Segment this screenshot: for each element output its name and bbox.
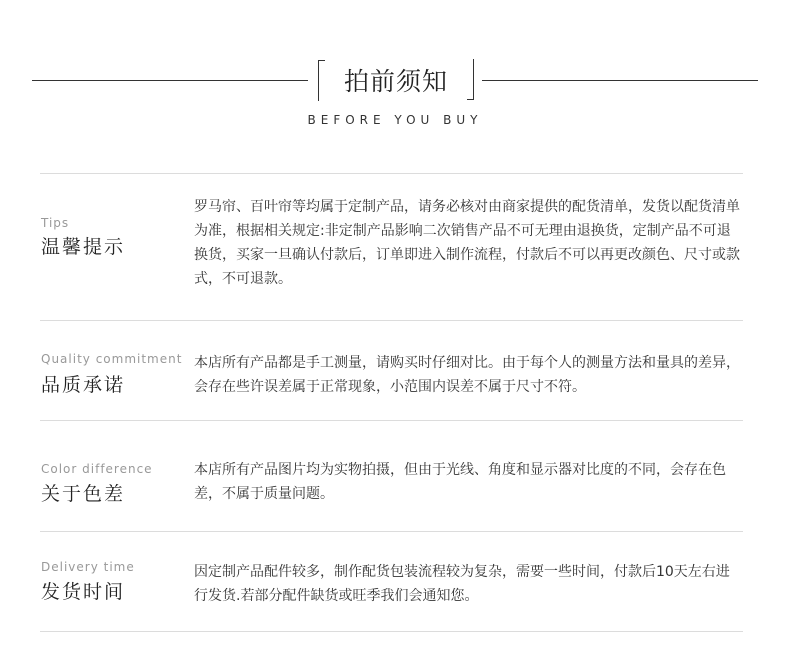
section-label-cn: 品质承诺 [41,374,126,396]
header-rule-right [482,80,758,81]
section-label-en: Quality commitment [41,352,183,366]
section-body: 本店所有产品都是手工测量，请购买时仔细对比。由于每个人的测量方法和量具的差异，会存在些许误差属于正常现象，小范围内误差不属于尺寸不符。 [194,355,740,395]
section-label-cn: 温馨提示 [41,236,126,258]
header-rule-left [32,80,308,81]
section-divider [40,631,743,632]
section-label-en: Delivery time [41,560,135,574]
section-divider [40,420,743,421]
section-label-cn: 发货时间 [41,581,126,603]
section-body: 本店所有产品图片均为实物拍摄，但由于光线、角度和显示器对比度的不同，会存在色差，不属于质量问题。 [194,462,726,502]
section-divider [40,531,743,532]
section-label-cn: 关于色差 [41,483,126,505]
title-frame [318,60,474,100]
section-body: 罗马帘、百叶帘等均属于定制产品，请务必核对由商家提供的配货清单，发货以配货清单为准，根据相关规定:非定制产品影响二次销售产品不可无理由退换货，定制产品不可退换货，买家一旦确认付款后，订单即进入制作流程，付款后不可以再更改颜色、尺寸或款式，不可退款。 [194,199,740,287]
section-label-en: Tips [41,216,70,230]
section-divider [40,320,743,321]
section-body: 因定制产品配件较多，制作配货包装流程较为复杂，需要一些时间，付款后10天左右进行发货.若部分配件缺货或旺季我们会通知您。 [194,564,730,604]
section-divider [40,173,743,174]
section-label-en: Color difference [41,462,153,476]
page-subtitle: BEFORE YOU BUY [307,113,483,127]
page-title: 拍前须知 [343,67,448,96]
